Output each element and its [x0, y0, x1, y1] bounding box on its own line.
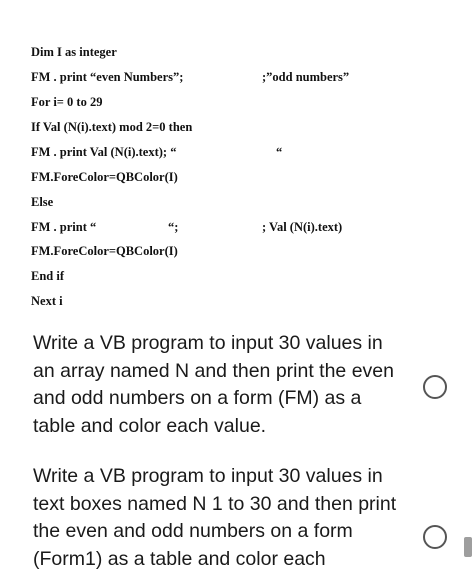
code-line-for: For i= 0 to 29: [31, 95, 103, 109]
code-line-dim: Dim I as integer: [31, 45, 117, 59]
answer-option-2-radio[interactable]: [423, 525, 447, 549]
answer-option-1-text: Write a VB program to input 30 values in an array named N and then print the even and odd numbers on a form (FM) as a table and color each value.: [33, 332, 394, 437]
code-line-quote-right: “: [276, 145, 283, 159]
code-line-print-odd: ;”odd numbers”: [262, 70, 350, 84]
code-line-quote-semicolon: “;: [168, 220, 179, 234]
code-line-next-i: Next i: [31, 294, 63, 308]
code-line-forecolor-2: FM.ForeColor=QBColor(I): [31, 244, 178, 258]
code-line-else: Else: [31, 195, 54, 209]
code-line-print-blank: FM . print “: [31, 220, 97, 234]
code-line-print-even: FM . print “even Numbers”;: [31, 70, 184, 84]
code-line-if: If Val (N(i).text) mod 2=0 then: [31, 120, 193, 134]
answer-option-2-text: Write a VB program to input 30 values in text boxes named N 1 to 30 and then print the even and odd numbers on a form (Form1) as a table and color each: [33, 465, 397, 570]
answer-option-1[interactable]: [0, 330, 474, 445]
answer-option-1-radio[interactable]: [423, 375, 447, 399]
code-line-print-val: FM . print Val (N(i).text); “: [31, 145, 177, 159]
code-line-forecolor-1: FM.ForeColor=QBColor(I): [31, 170, 178, 184]
scroll-handle[interactable]: [464, 537, 472, 557]
code-line-val-right: ; Val (N(i).text): [262, 220, 343, 234]
code-line-end-if: End if: [31, 269, 65, 283]
answer-option-2[interactable]: [0, 463, 474, 580]
